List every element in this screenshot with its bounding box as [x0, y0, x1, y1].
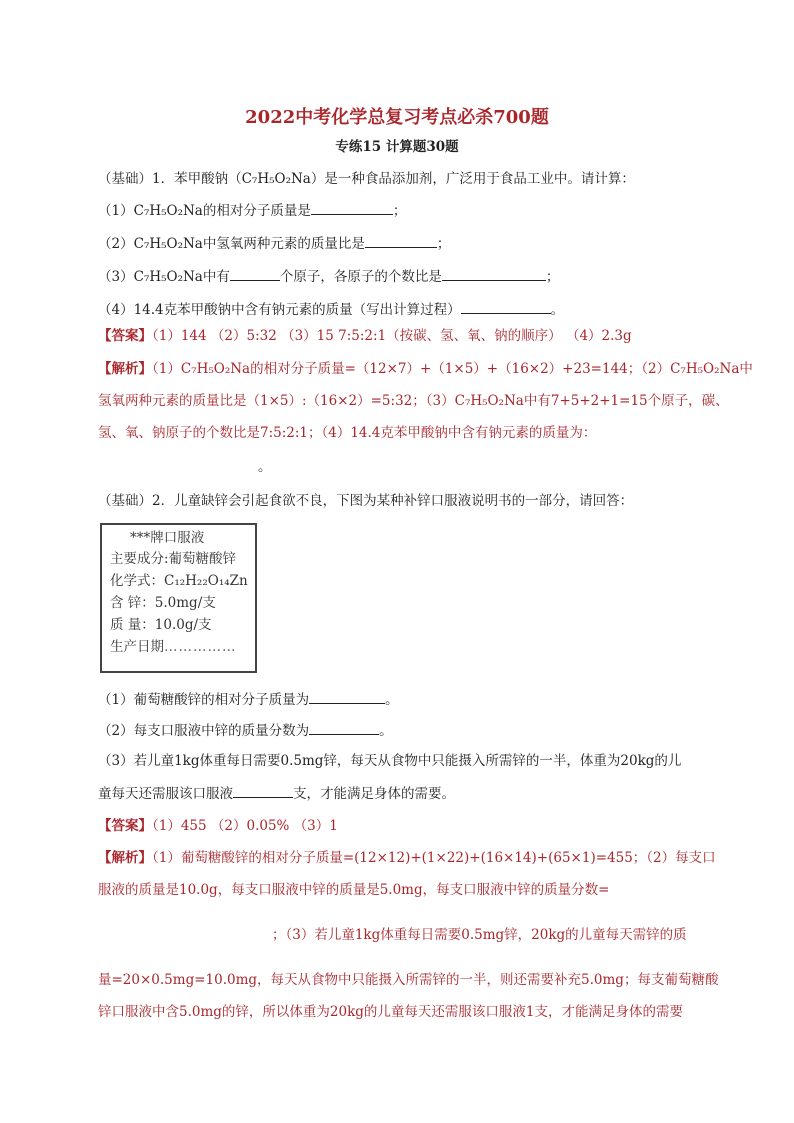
label-ingredient: 主要成分:葡萄糖酸锌: [110, 551, 237, 567]
q2-part3-l2: 童每天还需服该口服液 支，才能满足身体的需要。: [98, 783, 455, 804]
label-mass: 质 量：10.0g/支: [110, 617, 212, 633]
q2-analysis-l2: 服液的质量是10.0g，每支口服液中锌的质量是5.0mg，每支口服液中锌的质量分数=: [98, 882, 610, 898]
q2-part1: （1）葡萄糖酸锌的相对分子质量为 。: [98, 689, 399, 710]
q2-analysis-l3: ；（3）若儿童1kg体重每日需要0.5mg锌，20kg的儿童每天需锌的质: [272, 927, 687, 943]
q1-intro: （基础）1．苯甲酸钠（C₇H₅O₂Na）是一种食品添加剂，广泛用于食品工业中。请计算：: [98, 171, 635, 187]
page-title: 2022中考化学总复习考点必杀700题: [245, 107, 549, 128]
label-formula: 化学式：C₁₂H₂₂O₁₄Zn: [110, 573, 248, 589]
q2-part2: （2）每支口服液中锌的质量分数为 。: [98, 720, 393, 741]
q2-blank2[interactable]: [309, 720, 379, 735]
q1-part1: （1）C₇H₅O₂Na的相对分子质量是 ；: [98, 200, 406, 221]
q2-analysis-l4: 量=20×0.5mg=10.0mg，每天从食物中只能摄入所需锌的一半，则还需要补充5.0mg；每支葡萄糖酸: [98, 972, 719, 988]
q2-intro: （基础）2．儿童缺锌会引起食欲不良，下图为某种补锌口服液说明书的一部分，请回答：: [98, 493, 634, 509]
q1-blank4[interactable]: [461, 299, 551, 314]
q2-blank3[interactable]: [233, 783, 293, 798]
q2-blank1[interactable]: [309, 689, 385, 704]
q1-blank2[interactable]: [365, 233, 437, 248]
q1-analysis-l1: 【解析】（1）C₇H₅O₂Na的相对分子质量=（12×7）+（1×5）+（16×2）+23=144；（2）C₇H₅O₂Na中: [98, 361, 753, 377]
q1-answer: 【答案】（1）144 （2）5:32 （3）15 7:5:2:1（按碳、氢、氧、钠的顺序） （4）2.3g: [98, 328, 632, 344]
q1-analysis-l2: 氢氧两种元素的质量比是（1×5）:（16×2）=5:32；（3）C₇H₅O₂Na中有7+5+2+1=15个原子，碳、: [98, 393, 729, 409]
q1-analysis-l4: 。: [258, 459, 272, 475]
q2-part3-l1: （3）若儿童1kg体重每日需要0.5mg锌，每天从食物中只能摄入所需锌的一半，体重为20kg的儿: [98, 753, 682, 769]
label-zinc: 含 锌：5.0mg/支: [110, 595, 216, 611]
q1-part2: （2）C₇H₅O₂Na中氢氧两种元素的质量比是 ；: [98, 233, 450, 254]
q1-blank3b[interactable]: [442, 266, 546, 281]
label-date: 生产日期……………: [110, 639, 237, 655]
q1-part4: （4）14.4克苯甲酸钠中含有钠元素的质量（写出计算过程） 。: [98, 299, 564, 320]
q1-analysis-l3: 氢、氧、钠原子的个数比是7:5:2:1；（4）14.4克苯甲酸钠中含有钠元素的质量为：: [98, 425, 597, 441]
page-subtitle: 专练15 计算题30题: [335, 139, 459, 155]
q1-blank1[interactable]: [311, 200, 393, 215]
product-label-box: [100, 523, 257, 673]
q2-answer: 【答案】（1）455 （2）0.05% （3）1: [98, 818, 338, 834]
q2-analysis-l1: 【解析】（1）葡萄糖酸锌的相对分子质量=(12×12)+(1×22)+(16×14)+(65×1)=455；（2）每支口: [98, 850, 716, 866]
q1-blank3a[interactable]: [230, 266, 280, 281]
q1-part3: （3）C₇H₅O₂Na中有 个原子，各原子的个数比是 ；: [98, 266, 559, 287]
label-title: ***牌口服液: [130, 530, 205, 546]
q2-analysis-l5: 锌口服液中含5.0mg的锌，所以体重为20kg的儿童每天还需服该口服液1支，才能满足身体的需要: [98, 1004, 684, 1020]
